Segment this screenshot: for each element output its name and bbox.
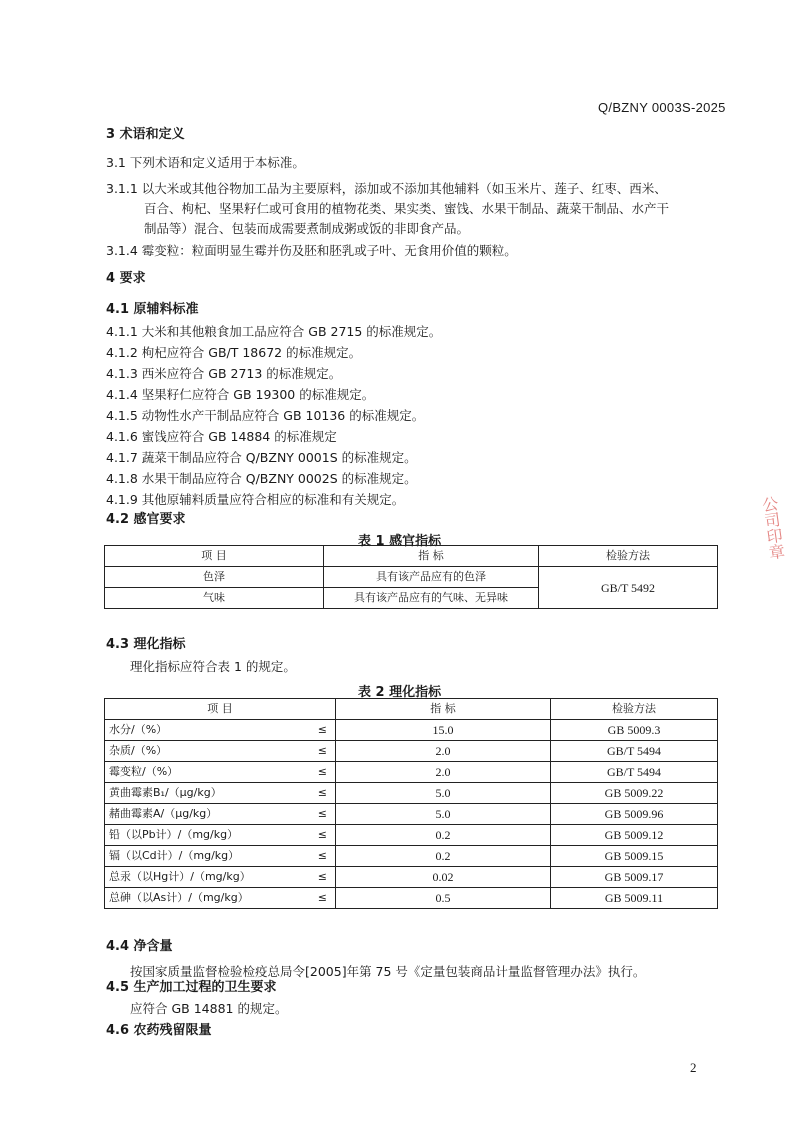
- clause-3-1-1-line3: 制品等）混合、包装而成需要煮制成粥或饭的非即食产品。: [144, 221, 470, 236]
- table-cell-method: GB 5009.96: [551, 804, 718, 825]
- table-header-cell: 检验方法: [539, 546, 718, 567]
- table-cell-method: GB/T 5492: [539, 567, 718, 609]
- section-4-title: 4 要求: [106, 271, 146, 286]
- physicochemical-table: [104, 698, 718, 909]
- clause-3-1-1-line1: 3.1.1 以大米或其他谷物加工品为主要原料，添加或不添加其他辅料（如玉米片、莲子、红枣、西米、: [106, 181, 667, 196]
- table-cell-item: 总汞（以Hg计）/（mg/kg）: [105, 867, 304, 888]
- table-row: [105, 867, 718, 888]
- page-number: 2: [690, 1060, 697, 1075]
- clause-3-1: 3.1 下列术语和定义适用于本标准。: [106, 155, 305, 170]
- clause-4-4-title: 4.4 净含量: [106, 939, 173, 954]
- table-cell-method: GB 5009.17: [551, 867, 718, 888]
- table-header-row: [105, 546, 718, 567]
- table2-caption: 表 2 理化指标: [358, 685, 442, 700]
- clause-4-5-body: 应符合 GB 14881 的规定。: [130, 1001, 288, 1016]
- table-cell-value: 2.0: [336, 762, 551, 783]
- clause-3-1-1-line2: 百合、枸杞、坚果籽仁或可食用的植物花类、果实类、蜜饯、水果干制品、蔬菜干制品、水产干: [144, 201, 670, 216]
- table-row: [105, 720, 718, 741]
- table-cell-item: 黄曲霉素B₁/（μg/kg）: [105, 783, 304, 804]
- table-cell-value: 0.02: [336, 867, 551, 888]
- table-cell-item: 色泽: [105, 567, 324, 588]
- table-cell-method: GB/T 5494: [551, 762, 718, 783]
- le-symbol: ≤: [303, 783, 336, 804]
- table-cell-value: 0.5: [336, 888, 551, 909]
- table-row: [105, 804, 718, 825]
- table-cell-value: 5.0: [336, 783, 551, 804]
- table-header-cell: 指 标: [324, 546, 539, 567]
- clause-4-1-4: 4.1.4 坚果籽仁应符合 GB 19300 的标准规定。: [106, 387, 375, 402]
- section-3-title: 3 术语和定义: [106, 127, 185, 142]
- table-row: [105, 741, 718, 762]
- clause-4-1-3: 4.1.3 西米应符合 GB 2713 的标准规定。: [106, 366, 342, 381]
- table-cell-method: GB 5009.22: [551, 783, 718, 804]
- table-row: [105, 888, 718, 909]
- table1-caption: 表 1 感官指标: [358, 534, 442, 549]
- clause-4-1-6: 4.1.6 蜜饯应符合 GB 14884 的标准规定: [106, 429, 337, 444]
- table-cell-method: GB 5009.12: [551, 825, 718, 846]
- table-cell-item: 水分/（%）: [105, 720, 304, 741]
- table-cell-method: GB 5009.15: [551, 846, 718, 867]
- table-cell-item: 铅（以Pb计）/（mg/kg）: [105, 825, 304, 846]
- table-cell-method: GB/T 5494: [551, 741, 718, 762]
- le-symbol: ≤: [303, 804, 336, 825]
- le-symbol: ≤: [303, 720, 336, 741]
- clause-4-1-8: 4.1.8 水果干制品应符合 Q/BZNY 0002S 的标准规定。: [106, 471, 417, 486]
- table-row: [105, 846, 718, 867]
- clause-4-6-title: 4.6 农药残留限量: [106, 1023, 212, 1038]
- le-symbol: ≤: [303, 762, 336, 783]
- table-row: [105, 567, 718, 588]
- table-header-cell: 项 目: [105, 699, 336, 720]
- table-cell-item: 赭曲霉素A/（μg/kg）: [105, 804, 304, 825]
- table-header-cell: 指 标: [336, 699, 551, 720]
- clause-4-4-body: 按国家质量监督检验检疫总局令[2005]年第 75 号《定量包装商品计量监督管理办法》执行。: [130, 964, 646, 979]
- clause-4-3-title: 4.3 理化指标: [106, 637, 186, 652]
- table-row: [105, 783, 718, 804]
- clause-4-1-1: 4.1.1 大米和其他粮食加工品应符合 GB 2715 的标准规定。: [106, 324, 442, 339]
- table-header-row: [105, 699, 718, 720]
- table-header-cell: 检验方法: [551, 699, 718, 720]
- clause-4-1-7: 4.1.7 蔬菜干制品应符合 Q/BZNY 0001S 的标准规定。: [106, 450, 417, 465]
- table-cell-method: GB 5009.11: [551, 888, 718, 909]
- table-row: [105, 825, 718, 846]
- table-cell-value: 15.0: [336, 720, 551, 741]
- table-cell-value: 具有该产品应有的气味、无异味: [324, 588, 539, 609]
- clause-4-1-9: 4.1.9 其他原辅料质量应符合相应的标准和有关规定。: [106, 492, 405, 507]
- le-symbol: ≤: [303, 867, 336, 888]
- clause-4-3-body: 理化指标应符合表 1 的规定。: [130, 659, 296, 674]
- clause-4-2-title: 4.2 感官要求: [106, 512, 186, 527]
- table-cell-item: 杂质/（%）: [105, 741, 304, 762]
- company-seal-stamp: 公司印章: [758, 494, 787, 561]
- document-code: Q/BZNY 0003S-2025: [598, 100, 726, 115]
- table-cell-method: GB 5009.3: [551, 720, 718, 741]
- table-cell-item: 镉（以Cd计）/（mg/kg）: [105, 846, 304, 867]
- le-symbol: ≤: [303, 741, 336, 762]
- clause-4-1-5: 4.1.5 动物性水产干制品应符合 GB 10136 的标准规定。: [106, 408, 425, 423]
- sensory-table: [104, 545, 718, 609]
- clause-3-1-4: 3.1.4 霉变粒：粒面明显生霉并伤及胚和胚乳或子叶、无食用价值的颗粒。: [106, 243, 517, 258]
- table-row: [105, 762, 718, 783]
- le-symbol: ≤: [303, 846, 336, 867]
- le-symbol: ≤: [303, 825, 336, 846]
- table-cell-item: 霉变粒/（%）: [105, 762, 304, 783]
- table-header-cell: 项 目: [105, 546, 324, 567]
- table-cell-value: 具有该产品应有的色泽: [324, 567, 539, 588]
- table-cell-item: 总砷（以As计）/（mg/kg）: [105, 888, 304, 909]
- clause-4-5-title: 4.5 生产加工过程的卫生要求: [106, 980, 277, 995]
- table-cell-value: 2.0: [336, 741, 551, 762]
- clause-4-1-2: 4.1.2 枸杞应符合 GB/T 18672 的标准规定。: [106, 345, 362, 360]
- le-symbol: ≤: [303, 888, 336, 909]
- table-cell-item: 气味: [105, 588, 324, 609]
- table-cell-value: 0.2: [336, 846, 551, 867]
- table-cell-value: 5.0: [336, 804, 551, 825]
- clause-4-1-title: 4.1 原辅料标准: [106, 302, 199, 317]
- table-cell-value: 0.2: [336, 825, 551, 846]
